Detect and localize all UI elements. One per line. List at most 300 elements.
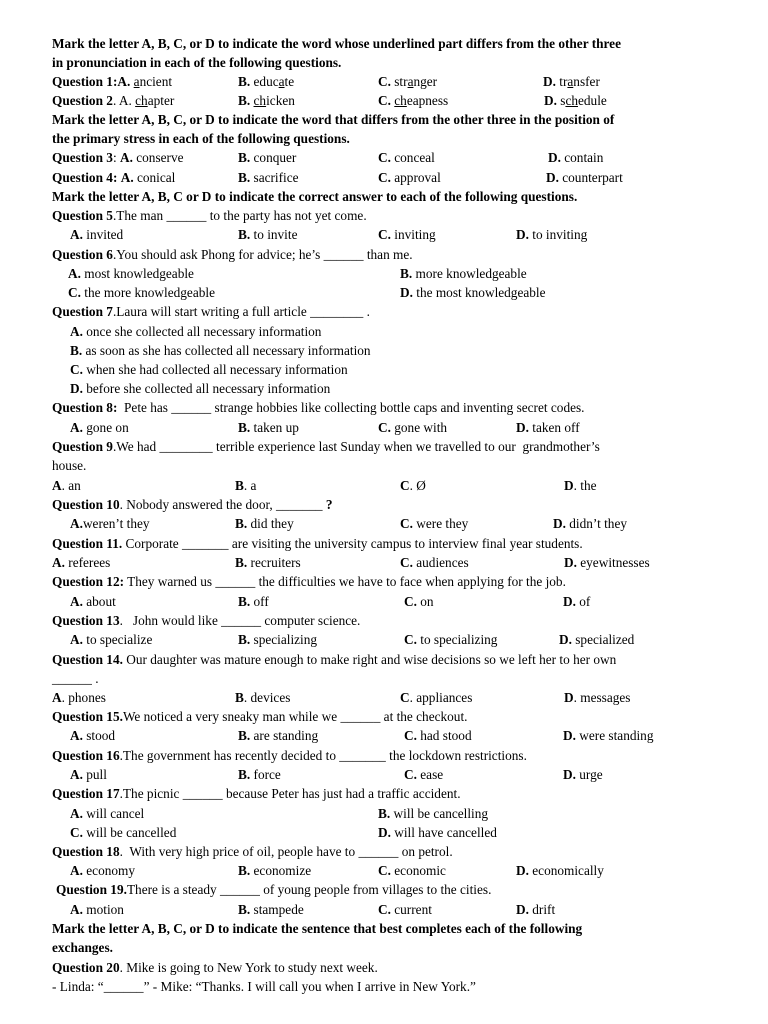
option-text: gone on <box>82 420 129 435</box>
option-text: stampede <box>250 902 304 917</box>
option-text: pull <box>82 767 107 782</box>
question-18 <box>0 842 768 861</box>
question-text: . With very high price of oil, people have to ______ on petrol. <box>119 844 453 859</box>
option-text: most knowledgeable <box>80 266 194 281</box>
option-text: gone with <box>390 420 448 435</box>
options-row <box>0 592 768 611</box>
option-d <box>546 168 623 187</box>
option-text: are standing <box>250 728 319 743</box>
option-text: educ <box>250 74 279 89</box>
option-d <box>563 726 653 745</box>
option-letter: A. <box>70 863 83 878</box>
option-text: as soon as she has collected all necessary information <box>82 343 371 358</box>
option-d <box>559 630 634 649</box>
option-letter: C. <box>378 902 391 917</box>
option-text: were they <box>412 516 469 531</box>
options-row <box>0 322 768 341</box>
option-letter: B. <box>238 863 251 878</box>
option-letter: D. <box>516 420 529 435</box>
question-text: Corporate _______ are visiting the university campus to interview final year students. <box>122 536 583 551</box>
question-14 <box>0 650 768 669</box>
heading-line-row <box>0 53 768 72</box>
dialog-text: - Linda: “______” - Mike: “Thanks. I will call you when I arrive in New York.” <box>52 979 476 994</box>
question-label: Question 4: <box>52 170 118 185</box>
question-11 <box>0 534 768 553</box>
heading-line: the primary stress in each of the following questions. <box>52 131 350 146</box>
option-text: had stood <box>416 728 472 743</box>
option-text: the most knowledgeable <box>412 285 546 300</box>
option-letter: A <box>52 690 62 705</box>
option-b <box>238 72 294 91</box>
heading-line: in pronunciation in each of the following questions. <box>52 55 342 70</box>
question-label: Question 6 <box>52 247 113 262</box>
option-letter: C. <box>404 767 417 782</box>
option-d <box>378 823 497 842</box>
option-c <box>404 726 472 745</box>
option-letter: B. <box>70 343 83 358</box>
question-label: Question 8: <box>52 400 118 415</box>
option-text: economic <box>390 863 446 878</box>
question-19 <box>0 880 768 899</box>
option-text: the more knowledgeable <box>80 285 215 300</box>
question-16 <box>0 746 768 765</box>
question-text: Our daughter was mature enough to make right and wise decisions so we left her to her own <box>122 652 617 667</box>
option-a <box>70 900 124 919</box>
question-stem <box>52 611 360 630</box>
option-d <box>548 148 603 167</box>
question-stem <box>52 72 172 91</box>
option-letter: C <box>400 690 410 705</box>
option-b <box>235 514 294 533</box>
option-c <box>400 476 426 495</box>
option-letter: A. <box>70 806 83 821</box>
question-text: .You should ask Phong for advice; he’s ______ than me. <box>112 247 413 262</box>
option-text: weren’t they <box>82 516 150 531</box>
question-2 <box>0 91 768 110</box>
options-row <box>0 379 768 398</box>
options-row <box>0 225 768 244</box>
option-b <box>400 264 527 283</box>
option-letter: C. <box>70 362 83 377</box>
option-letter: D. <box>544 93 557 108</box>
option-letter: B. <box>238 93 251 108</box>
option-text: referees <box>64 555 111 570</box>
option-d <box>563 765 603 784</box>
option-letter: A. <box>70 420 83 435</box>
option-b <box>238 900 304 919</box>
option-letter: A. <box>70 324 83 339</box>
option-text: to specializing <box>416 632 498 647</box>
option-text: urge <box>575 767 603 782</box>
option-text: conserve <box>132 150 184 165</box>
option-c <box>404 630 497 649</box>
option-text: edule <box>578 93 607 108</box>
option-c <box>378 91 448 110</box>
option-letter: D. <box>70 381 83 396</box>
question-label: Question 18 <box>52 844 120 859</box>
separator: . <box>112 93 119 108</box>
option-letter: D. <box>548 150 561 165</box>
option-letter: B. <box>400 266 413 281</box>
dialog-row <box>0 977 768 996</box>
question-9 <box>0 437 768 456</box>
option-text: didn’t they <box>565 516 628 531</box>
question-label: Question 7 <box>52 304 113 319</box>
option-letter: D. <box>553 516 566 531</box>
question-stem <box>52 572 566 591</box>
question-label: Question 3 <box>52 150 113 165</box>
option-text: to specialize <box>82 632 153 647</box>
option-text: to inviting <box>528 227 588 242</box>
options-row <box>0 476 768 495</box>
question-mark: ? <box>325 497 333 512</box>
option-letter: B. <box>238 150 251 165</box>
option-text: icken <box>266 93 295 108</box>
option-text: specialized <box>571 632 635 647</box>
option-letter: A. <box>120 170 134 185</box>
question-4 <box>0 168 768 187</box>
option-b <box>238 91 295 110</box>
option-text: conceal <box>390 150 435 165</box>
question-label: Question 5 <box>52 208 113 223</box>
option-b <box>238 225 297 244</box>
option-d <box>516 418 580 437</box>
question-label: Question 14. <box>52 652 123 667</box>
option-letter: B <box>235 478 244 493</box>
option-d <box>516 900 555 919</box>
option-letter: D. <box>564 555 577 570</box>
option-text: invited <box>82 227 124 242</box>
option-letter: B. <box>235 516 248 531</box>
option-letter: B. <box>238 74 251 89</box>
option-text: did they <box>247 516 294 531</box>
option-text: drift <box>528 902 556 917</box>
option-letter: A. <box>70 516 83 531</box>
options-row <box>0 418 768 437</box>
options-row <box>0 553 768 572</box>
option-text: about <box>82 594 116 609</box>
option-text: on <box>416 594 434 609</box>
option-text: counterpart <box>558 170 623 185</box>
question-text: house. <box>52 458 87 473</box>
option-d <box>516 225 587 244</box>
option-text: specializing <box>250 632 318 647</box>
option-text: . a <box>243 478 257 493</box>
option-letter: D. <box>516 863 529 878</box>
option-letter: C. <box>400 516 413 531</box>
question-text: There is a steady ______ of young people from villages to the cities. <box>126 882 492 897</box>
option-letter: D. <box>543 74 556 89</box>
option-text: eapness <box>406 93 449 108</box>
question-stem <box>52 495 333 514</box>
option-c <box>378 225 436 244</box>
question-6 <box>0 245 768 264</box>
option-d <box>564 476 597 495</box>
option-c <box>404 592 434 611</box>
option-text: recruiters <box>247 555 301 570</box>
question-text: . John would like ______ computer science. <box>119 613 361 628</box>
option-a <box>70 804 144 823</box>
option-a <box>70 765 107 784</box>
option-text: force <box>250 767 281 782</box>
option-letter: A. <box>70 632 83 647</box>
option-text: tr <box>555 74 568 89</box>
option-text: eyewitnesses <box>576 555 650 570</box>
option-b <box>238 726 318 745</box>
option-d <box>400 283 546 302</box>
option-text: taken off <box>528 420 580 435</box>
option-c <box>400 553 469 572</box>
question-stem <box>52 302 370 321</box>
option-a <box>52 688 106 707</box>
option-letter: B. <box>235 555 248 570</box>
option-letter: C. <box>400 555 413 570</box>
heading-line-row <box>0 938 768 957</box>
option-text: will have cancelled <box>390 825 497 840</box>
option-a <box>70 322 321 341</box>
option-c <box>68 283 215 302</box>
heading-line: Mark the letter A, B, C, or D to indicate the sentence that best completes each of the following <box>52 921 583 936</box>
option-b <box>70 341 371 360</box>
question-stem <box>52 746 527 765</box>
underlined-part: ch <box>565 93 578 108</box>
options-row <box>0 823 768 842</box>
option-text: sacrifice <box>250 170 299 185</box>
options-row <box>0 688 768 707</box>
option-letter: A. <box>70 594 83 609</box>
option-letter: D <box>564 690 574 705</box>
question-text: . Mike is going to New York to study next week. <box>119 960 378 975</box>
option-letter: C. <box>378 93 391 108</box>
heading-line: Mark the letter A, B, C or D to indicate the correct answer to each of the following questions. <box>52 189 578 204</box>
option-text: were standing <box>575 728 654 743</box>
option-d <box>516 861 604 880</box>
option-a <box>68 264 194 283</box>
option-b <box>235 476 256 495</box>
question-20 <box>0 958 768 977</box>
option-letter: C. <box>378 150 391 165</box>
option-text: of <box>575 594 591 609</box>
option-text: economize <box>250 863 312 878</box>
option-letter: B. <box>238 594 251 609</box>
option-d <box>544 91 607 110</box>
option-text: str <box>390 74 408 89</box>
options-row <box>0 804 768 823</box>
option-b <box>238 765 281 784</box>
options-row <box>0 726 768 745</box>
question-5 <box>0 206 768 225</box>
separator: : <box>112 150 120 165</box>
option-text: s <box>556 93 566 108</box>
question-label: Question 13 <box>52 613 120 628</box>
question-stem <box>52 958 378 977</box>
option-a <box>70 726 115 745</box>
option-c <box>378 418 447 437</box>
option-letter: A. <box>119 150 133 165</box>
option-text: conquer <box>250 150 297 165</box>
question-stem <box>52 168 175 187</box>
option-letter: B <box>235 690 244 705</box>
option-text: once she collected all necessary information <box>82 324 322 339</box>
section-heading-correct-answer <box>0 187 768 206</box>
option-letter: D. <box>378 825 391 840</box>
option-text: nger <box>413 74 438 89</box>
option-d <box>564 688 630 707</box>
question-17 <box>0 784 768 803</box>
question-3 <box>0 148 768 167</box>
question-1 <box>0 72 768 91</box>
option-letter: C. <box>404 728 417 743</box>
option-a <box>70 225 123 244</box>
option-text: off <box>250 594 269 609</box>
option-text: conical <box>133 170 176 185</box>
option-letter: A. <box>70 902 83 917</box>
option-text: . devices <box>243 690 291 705</box>
option-text: approval <box>390 170 441 185</box>
options-row <box>0 900 768 919</box>
question-label: Question 16 <box>52 748 120 763</box>
question-10 <box>0 495 768 514</box>
question-13 <box>0 611 768 630</box>
section-heading-pronunciation <box>0 34 768 53</box>
option-d <box>70 379 330 398</box>
option-b <box>238 168 299 187</box>
option-letter: C. <box>378 227 391 242</box>
question-stem <box>56 880 491 899</box>
question-7 <box>0 302 768 321</box>
option-letter: B. <box>238 227 251 242</box>
question-text: We noticed a very sneaky man while we ______ at the checkout. <box>122 709 468 724</box>
heading-line: Mark the letter A, B, C, or D to indicate the word that differs from the other three in the position of <box>52 112 615 127</box>
option-letter: C. <box>378 863 391 878</box>
question-text: .We had ________ terrible experience last Sunday when we travelled to our grandmother’s <box>112 439 600 454</box>
option-letter: B. <box>238 767 251 782</box>
question-text: .The government has recently decided to _______ the lockdown restrictions. <box>119 748 527 763</box>
section-heading-exchanges <box>0 919 768 938</box>
section-heading-stress <box>0 110 768 129</box>
question-stem <box>52 650 616 669</box>
option-text: economy <box>82 863 136 878</box>
question-stem <box>52 91 174 110</box>
option-d <box>553 514 627 533</box>
option-c <box>404 765 443 784</box>
question-text: ______ . <box>52 671 99 686</box>
question-label: Question 20 <box>52 960 120 975</box>
option-d <box>563 592 590 611</box>
question-stem <box>52 534 583 553</box>
option-text: nsfer <box>573 74 600 89</box>
options-row <box>0 341 768 360</box>
option-letter: B. <box>238 632 251 647</box>
question-text: .Laura will start writing a full article ________ . <box>112 304 370 319</box>
option-letter: B. <box>378 806 391 821</box>
option-letter: D <box>564 478 574 493</box>
option-letter: C. <box>404 632 417 647</box>
option-c <box>378 148 435 167</box>
question-stem <box>52 437 600 456</box>
option-letter: D. <box>563 728 576 743</box>
option-letter: A. <box>68 266 81 281</box>
option-letter: C. <box>70 825 83 840</box>
options-row <box>0 765 768 784</box>
option-text: apter <box>147 93 175 108</box>
option-c <box>378 168 441 187</box>
option-a <box>70 514 150 533</box>
option-letter: B. <box>238 170 251 185</box>
question-label: Question 12: <box>52 574 125 589</box>
option-text: will be cancelled <box>82 825 177 840</box>
option-text: before she collected all necessary information <box>82 381 331 396</box>
question-stem <box>52 707 467 726</box>
option-letter: D. <box>516 227 529 242</box>
heading-line-row <box>0 129 768 148</box>
question-label: Question 11. <box>52 536 123 551</box>
option-a <box>70 630 152 649</box>
question-text: .The picnic ______ because Peter has just had a traffic accident. <box>119 786 461 801</box>
option-text: inviting <box>390 227 436 242</box>
question-text: .The man ______ to the party has not yet come. <box>112 208 367 223</box>
question-stem <box>52 398 585 417</box>
option-letter: A. <box>118 93 132 108</box>
question-label: Question 10 <box>52 497 120 512</box>
question-12 <box>0 572 768 591</box>
option-text: taken up <box>250 420 299 435</box>
options-row <box>0 283 768 302</box>
option-letter: D. <box>559 632 572 647</box>
option-a <box>70 592 116 611</box>
question-text: They warned us ______ the difficulties we have to face when applying for the job. <box>124 574 566 589</box>
option-text: economically <box>528 863 604 878</box>
options-row <box>0 360 768 379</box>
underlined-part: a <box>567 74 574 89</box>
option-c <box>70 360 348 379</box>
option-a <box>70 418 129 437</box>
option-letter: B. <box>238 902 251 917</box>
question-8 <box>0 398 768 417</box>
question-label: Question 19. <box>56 882 127 897</box>
question-label: Question 9 <box>52 439 113 454</box>
option-a <box>70 861 135 880</box>
option-b <box>238 861 311 880</box>
option-c <box>378 72 437 91</box>
option-text: . the <box>573 478 597 493</box>
option-c <box>70 823 176 842</box>
option-d <box>564 553 650 572</box>
option-text: will be cancelling <box>390 806 489 821</box>
option-b <box>238 630 317 649</box>
question-stem <box>52 784 461 803</box>
options-row <box>0 514 768 533</box>
option-b <box>235 553 301 572</box>
option-text: . appliances <box>409 690 473 705</box>
option-letter: C <box>400 478 410 493</box>
option-c <box>400 688 472 707</box>
underlined-part: a <box>133 74 140 89</box>
option-letter: C. <box>68 285 81 300</box>
option-letter: D. <box>516 902 529 917</box>
option-b <box>238 148 296 167</box>
option-letter: A. <box>117 74 131 89</box>
option-letter: B. <box>238 420 251 435</box>
heading-line: Mark the letter A, B, C, or D to indicate the word whose underlined part differs from the other three <box>52 36 621 51</box>
options-row <box>0 264 768 283</box>
option-b <box>238 592 269 611</box>
question-stem <box>52 842 453 861</box>
option-letter: C. <box>404 594 417 609</box>
question-text-row <box>0 669 768 688</box>
question-text: . Nobody answered the door, _______ <box>119 497 326 512</box>
question-text: Pete has ______ strange hobbies like collecting bottle caps and inventing secret codes. <box>117 400 585 415</box>
